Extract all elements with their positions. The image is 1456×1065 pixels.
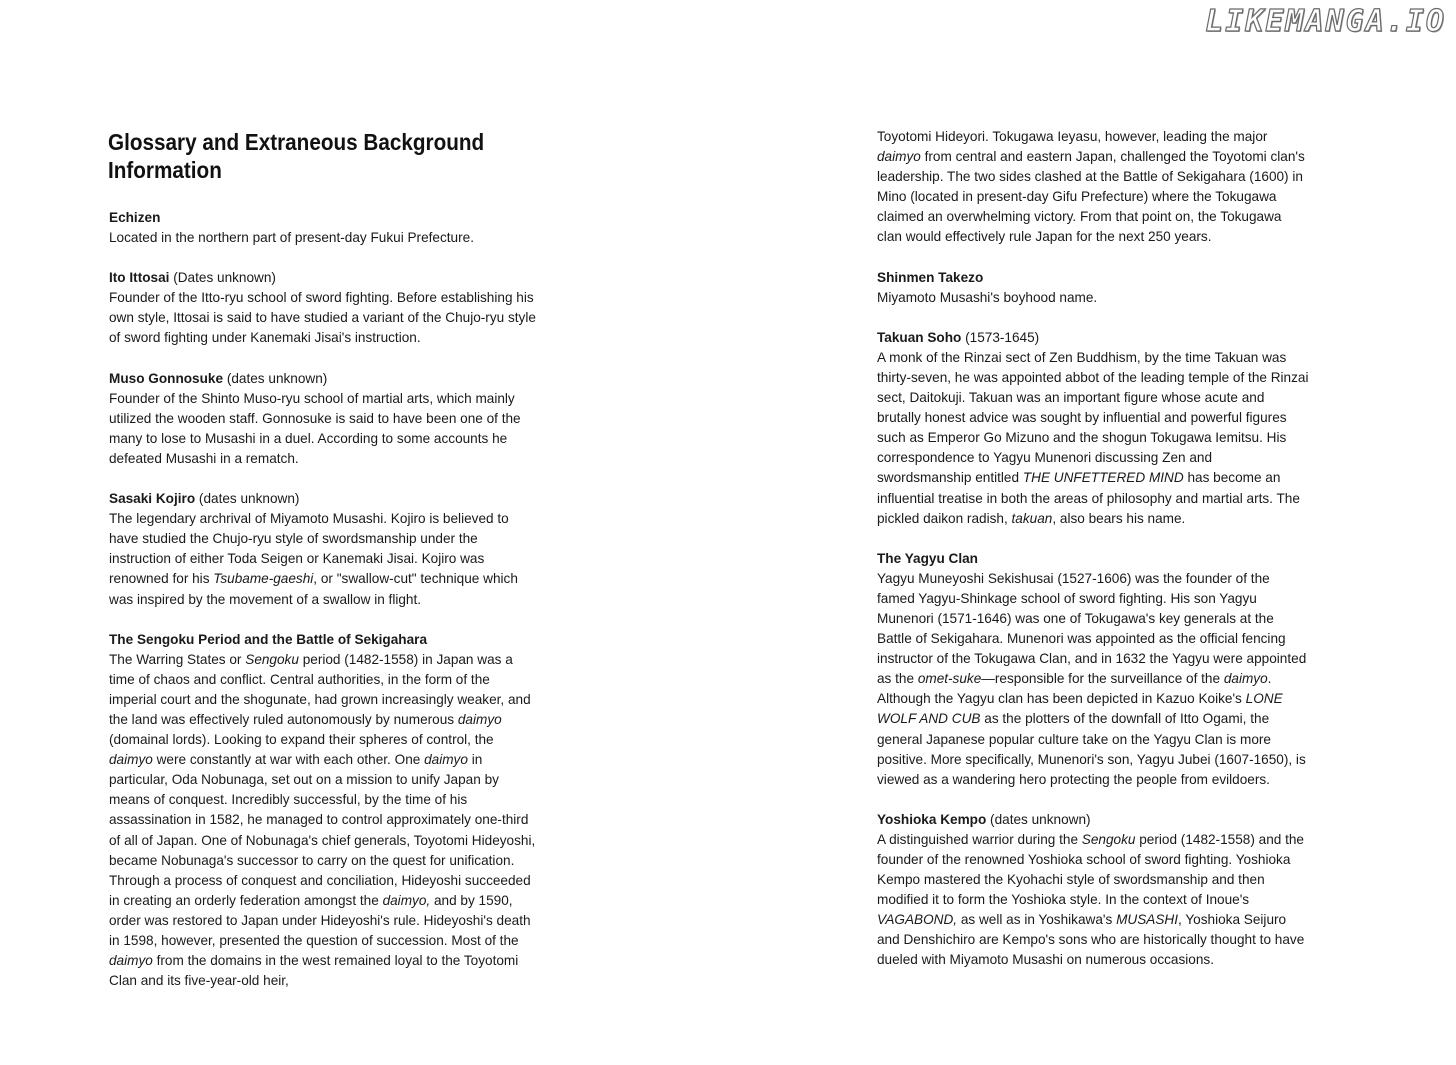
entry-term: The Yagyu Clan [877, 550, 978, 566]
entry-text: Founder of the Shinto Muso-ryu school of martial arts, which mainly utilized the wooden staff. Gonnosuke is said to have been one of the many to lose to Musashi in a duel. According to some accounts he defeated Musashi in a rematch. [109, 390, 521, 466]
entry-term: Shinmen Takezo [877, 269, 984, 285]
entry-dates: (dates unknown) [195, 491, 300, 507]
glossary-entry-sengoku-period [109, 630, 541, 992]
entry-heading [109, 489, 541, 509]
entry-dates: (Dates unknown) [169, 270, 276, 286]
page-title: Glossary and Extraneous Background Information [108, 129, 485, 183]
entry-term: Ito Ittosai [109, 270, 170, 286]
glossary-entry-sasaki-kojiro [109, 489, 541, 610]
entry-text: Yagyu Muneyoshi Sekishusai (1527-1606) was the founder of the famed Yagyu-Shinkage school of sword fighting. His son Yagyu Munenori (1571-1646) was one of Tokugawa's key generals at the Battle of Sekigahara. Munenori was appointed as the official fencing instructor of the Tokugawa Clan, and in 1632 the Yagyu were appointed as the omet-suke—responsible for the surveillance of the daimyo. Although the Yagyu clan has been depicted in Kazuo Koike's LONE WOLF AND CUB as the plotters of the downfall of Itto Ogami, the general Japanese popular culture take on the Yagyu Clan is more positive. More specifically, Munenori's son, Yagyu Jubei (1607-1650), is viewed as a wandering hero protecting the people from evildoers. [877, 570, 1307, 787]
entry-text: Located in the northern part of present-day Fukui Prefecture. [109, 230, 474, 246]
glossary-entry-takuan-soho [877, 328, 1309, 529]
entry-heading [109, 268, 541, 288]
entry-dates: (dates unknown) [223, 370, 328, 386]
glossary-entry-yoshioka-kempo [877, 810, 1309, 971]
entry-heading [877, 810, 1309, 830]
entry-term: Sasaki Kojiro [109, 491, 196, 507]
entry-heading [109, 369, 541, 389]
glossary-entry-ito-ittosai [109, 268, 541, 348]
entry-term: Muso Gonnosuke [109, 370, 224, 386]
entry-term: The Sengoku Period and the Battle of Sekigahara [109, 631, 428, 647]
entry-dates: (dates unknown) [986, 811, 1091, 827]
entry-text: The legendary archrival of Miyamoto Musashi. Kojiro is believed to have studied the Chujo-ryu style of swordsmanship under the instruction of either Toda Seigen or Kanemaki Jisai. Kojiro was renowned for his Tsubame-gaeshi, or "swallow-cut" technique which was inspired by the movement of a swallow in flight. [109, 511, 518, 607]
glossary-entry-echizen [109, 208, 541, 248]
entry-dates: (1573-1645) [961, 329, 1040, 345]
site-watermark: LIKEMANGA.IO [1205, 4, 1446, 39]
glossary-entry-shinmen-takezo [877, 268, 1309, 308]
glossary-entry-yagyu-clan [877, 549, 1309, 790]
entry-term: Echizen [109, 210, 161, 225]
entry-term: Yoshioka Kempo [877, 811, 987, 827]
entry-text: A distinguished warrior during the Sengoku period (1482-1558) and the founder of the renowned Yoshioka school of sword fighting. Yoshioka Kempo mastered the Kyohachi style of swordsmanship and then modified it to form the Yoshioka style. In the context of Inoue's VAGABOND, as well as in Yoshikawa's MUSASHI, Yoshioka Seijuro and Denshichiro are Kempo's sons who are historically thought to have dueled with Miyamoto Musashi on numerous occasions. [877, 831, 1305, 968]
right-column [877, 127, 1309, 991]
entry-text: The Warring States or Sengoku period (1482-1558) in Japan was a time of chaos and conflict. Central authorities, in the form of the imperial court and the shogunate, had grown increasingly weaker, and the land was effectively ruled autonomously by numerous daimyo (domainal lords). Looking to expand their spheres of control, the daimyo were constantly at war with each other. One daimyo in particular, Oda Nobunaga, set out on a mission to unify Japan by means of conquest. Incredibly successful, by the time of his assassination in 1582, he managed to control approximately one-third of all of Japan. One of Nobunaga's chief generals, Toyotomi Hideyoshi, became Nobunaga's successor to carry on the quest for unification. Through a process of conquest and conciliation, Hideyoshi succeeded in creating an orderly federation amongst the daimyo, and by 1590, order was restored to Japan under Hideyoshi's rule. Hideyoshi's death in 1598, however, presented the question of succession. Most of the daimyo from the domains in the west remained loyal to the Toyotomi Clan and its five-year-old heir, [109, 651, 536, 989]
glossary-entry-muso-gonnosuke [109, 369, 541, 469]
continued-text: Toyotomi Hideyori. Tokugawa Ieyasu, however, leading the major daimyo from central and eastern Japan, challenged the Toyotomi clan's leadership. The two sides clashed at the Battle of Sekigahara (1600) in Mino (located in present-day Gifu Prefecture) where the Tokugawa claimed an overwhelming victory. From that point on, the Tokugawa clan would effectively rule Japan for the next 250 years. [877, 129, 1305, 245]
entry-text: Founder of the Itto-ryu school of sword fighting. Before establishing his own style, Ittosai is said to have studied a variant of the Chujo-ryu style of sword fighting under Kanemaki Jisai's instruction. [109, 290, 536, 346]
entry-text: A monk of the Rinzai sect of Zen Buddhism, by the time Takuan was thirty-seven, he was appointed abbot of the leading temple of the Rinzai sect, Daitokuji. Takuan was an important figure whose acute and brutally honest advice was sought by influential and powerful figures such as Emperor Go Mizuno and the shogun Tokugawa Iemitsu. His correspondence to Yagyu Munenori discussing Zen and swordsmanship entitled THE UNFETTERED MIND has become an influential treatise in both the areas of philosophy and martial arts. The pickled daikon radish, takuan, also bears his name. [877, 349, 1309, 526]
entry-text: Miyamoto Musashi's boyhood name. [877, 289, 1098, 305]
left-column [109, 208, 541, 1011]
entry-term: Takuan Soho [877, 329, 962, 345]
entry-heading [877, 328, 1309, 348]
